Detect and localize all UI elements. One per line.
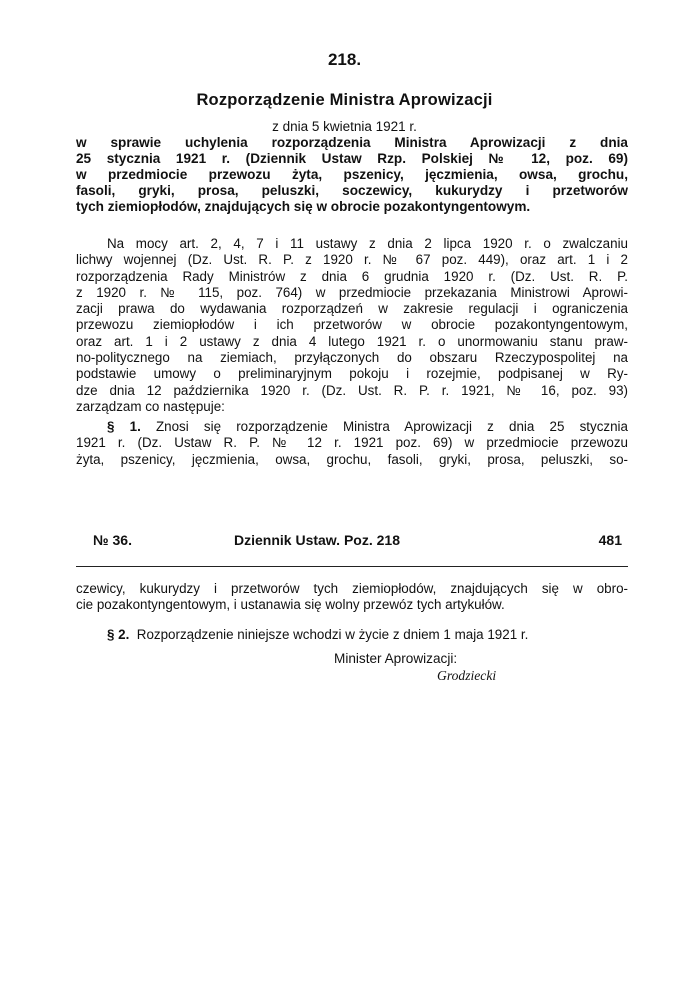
paragraph-line: lichwy wojennej (Dz. Ust. R. P. z 1920 r. № 67 poz. 449), oraz art. 1 i 2 (76, 252, 628, 268)
subject-line: w przedmiocie przewozu żyta, pszenicy, jęczmienia, owsa, grochu, (76, 167, 628, 182)
section-2-label: § 2. (107, 627, 130, 642)
subject-line: w sprawie uchylenia rozporządzenia Ministra Aprowizacji z dnia (76, 135, 628, 150)
page-footer (76, 532, 628, 552)
paragraph-line: oraz art. 1 i 2 ustawy z dnia 4 lutego 1921 r. o unormowaniu stanu praw- (76, 333, 628, 349)
regulation-title: Rozporządzenie Ministra Aprowizacji (196, 91, 493, 109)
paragraph-line: 1921 r. (Dz. Ustaw R. P. № 12 r. 1921 poz. 69) w przedmiocie przewozu (76, 435, 628, 451)
paragraph-line (76, 419, 628, 435)
subject-line: fasoli, gryki, prosa, peluszki, soczewicy, kukurydzy i przetworów (76, 183, 628, 198)
page-number: 481 (598, 532, 622, 548)
header-rule (76, 566, 628, 567)
continuation-paragraph (76, 581, 628, 614)
paragraph-line: zarządzam co następuje: (76, 398, 225, 414)
preamble-paragraph (76, 236, 628, 415)
paragraph-line: czewicy, kukurydzy i przetworów tych ziemiopłodów, znajdujących się w obro- (76, 581, 628, 596)
section-1-text: Znosi się rozporządzenie Ministra Aprowizacji z dnia 25 stycznia (155, 419, 628, 434)
section-2-text: Rozporządzenie niniejsze wchodzi w życie z dniem 1 maja 1921 r. (136, 627, 529, 642)
journal-reference: Dziennik Ustaw. Poz. 218 (234, 532, 400, 548)
regulation-subject (76, 135, 628, 215)
item-number: 218. (327, 50, 362, 69)
paragraph-line: żyta, pszenicy, jęczmienia, owsa, grochu, fasoli, gryki, prosa, peluszki, so- (76, 451, 628, 467)
paragraph-line: podstawie umowy o preliminaryjnym pokoju i rozejmie, podpisanej w Ry- (76, 366, 628, 382)
paragraph-line: zacji prawa do wydawania rozporządzeń w zakresie regulacji i ograniczenia (76, 301, 628, 317)
paragraph-line: przewozu ziemiopłodów i ich przetworów w obrocie pozakontyngentowym, (76, 317, 628, 333)
paragraph-line: Na mocy art. 2, 4, 7 i 11 ustawy z dnia 2 lipca 1920 r. o zwalczaniu (107, 236, 628, 251)
paragraph-line: z 1920 r. № 115, poz. 764) w przedmiocie przekazania Ministrowi Aprowi- (76, 284, 628, 300)
section-2-paragraph (107, 627, 637, 642)
paragraph-line: cie pozakontyngentowym, i ustanawia się wolny przewóz tych artykułów. (76, 597, 505, 613)
issue-number: № 36. (93, 532, 132, 548)
section-1-paragraph (76, 419, 628, 468)
paragraph-line: rozporządzenia Rady Ministrów z dnia 6 grudnia 1920 r. (Dz. Ust. R. P. (76, 268, 628, 284)
paragraph-line: no-politycznego na ziemiach, przyłączonych do obszaru Rzeczypospolitej na (76, 350, 628, 366)
signatory-title: Minister Aprowizacji: (334, 651, 458, 666)
signatory-name: Grodziecki (437, 668, 497, 683)
regulation-date: z dnia 5 kwietnia 1921 r. (272, 119, 417, 134)
paragraph-line: dze dnia 12 października 1920 r. (Dz. Ust. R. P. r. 1921, № 16, poz. 93) (76, 382, 628, 398)
subject-line: 25 stycznia 1921 r. (Dziennik Ustaw Rzp. Polskiej № 12, poz. 69) (76, 151, 628, 166)
section-1-label: § 1. (107, 419, 141, 434)
subject-line: tych ziemiopłodów, znajdujących się w obrocie pozakontyngentowym. (76, 199, 531, 214)
